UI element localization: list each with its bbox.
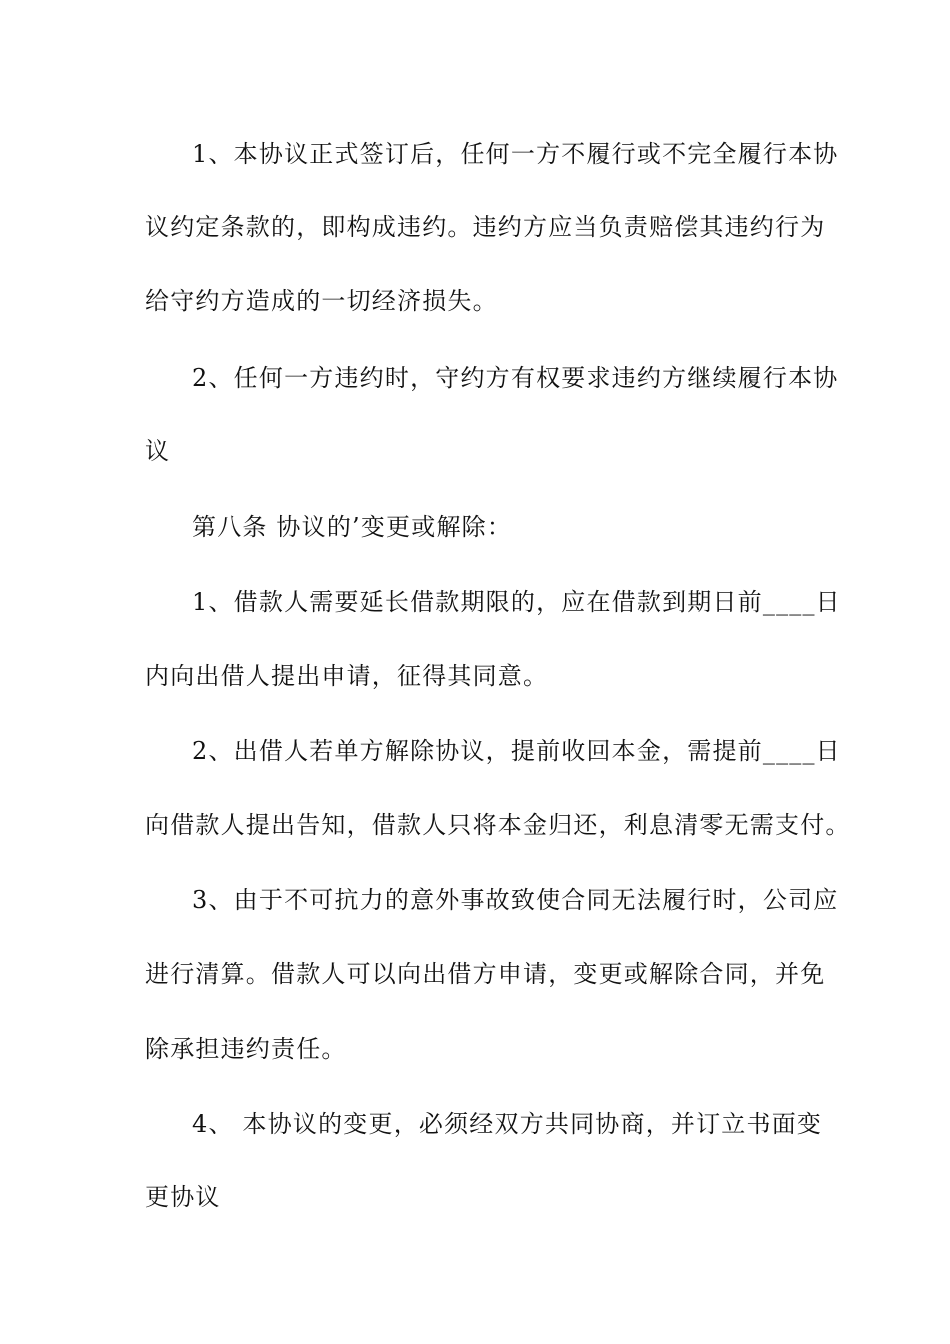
clause-7-2-line-1: 2、任何一方违约时，守约方有权要求违约方继续履行本协 [192,364,839,392]
clause-7-2-line-2: 议 [145,437,171,465]
clause-8-3-line-2: 进行清算。借款人可以向出借方申请，变更或解除合同，并免 [145,960,826,988]
clause-8-1-line-1: 1、借款人需要延长借款期限的，应在借款到期日前____日 [192,588,841,616]
clause-7-1-line-3: 给守约方造成的一切经济损失。 [145,287,498,315]
clause-8-1-line-2: 内向出借人提出申请，征得其同意。 [145,662,549,690]
clause-8-2-line-2: 向借款人提出告知，借款人只将本金归还，利息清零无需支付。 [145,811,851,839]
clause-7-1-line-2: 议约定条款的，即构成违约。违约方应当负责赔偿其违约行为 [145,213,826,241]
clause-8-3-line-3: 除承担违约责任。 [145,1035,347,1063]
clause-7-1-line-1: 1、本协议正式签订后，任何一方不履行或不完全履行本协 [192,140,839,168]
clause-8-4-line-1: 4、 本协议的变更，必须经双方共同协商，并订立书面变 [192,1110,823,1138]
clause-8-4-line-2: 更协议 [145,1183,221,1211]
clause-8-3-line-1: 3、由于不可抗力的意外事故致使合同无法履行时，公司应 [192,886,839,914]
article-8-heading: 第八条 协议的’变更或解除： [192,513,513,541]
clause-8-2-line-1: 2、出借人若单方解除协议，提前收回本金，需提前____日 [192,737,841,765]
